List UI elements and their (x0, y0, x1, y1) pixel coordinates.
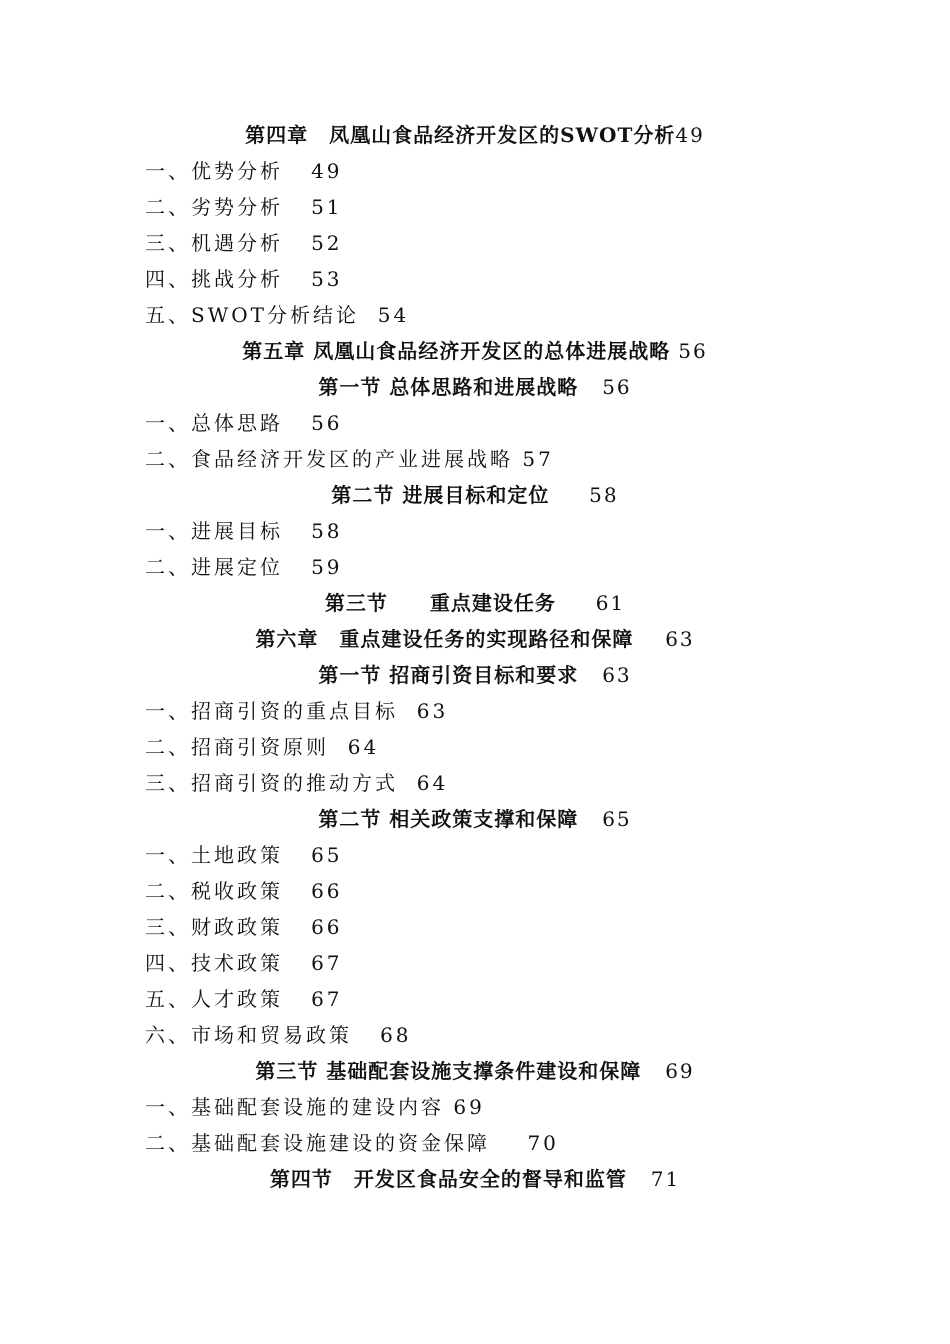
toc-entry-title: 三、招商引资的推动方式 (145, 771, 398, 795)
toc-gap (283, 519, 311, 543)
toc-gap (283, 555, 311, 579)
toc-entry-title: 第三节 重点建设任务 (324, 591, 556, 615)
toc-page-number: 58 (589, 483, 619, 507)
toc-heading (0, 1053, 950, 1089)
toc-entry-title: 二、招商引资原则 (145, 735, 329, 759)
toc-item (0, 189, 950, 225)
toc-item (0, 1017, 950, 1053)
toc-entry-title: 第一节 总体思路和进展战略 (318, 375, 579, 399)
toc-entry-title: 一、招商引资的重点目标 (145, 699, 398, 723)
toc-page-number: 53 (311, 267, 343, 291)
toc-item (0, 153, 950, 189)
toc-entry-title: 第三节 基础配套设施支撑条件建设和保障 (255, 1059, 642, 1083)
toc-gap (490, 1131, 527, 1155)
toc-gap (283, 987, 311, 1011)
toc-item (0, 981, 950, 1017)
toc-gap (641, 1059, 665, 1083)
toc-gap (633, 627, 665, 651)
toc-page-number: 69 (453, 1095, 485, 1119)
toc-gap (283, 843, 311, 867)
toc-entry-title: 第五章 凤凰山食品经济开发区的总体进展战略 (242, 339, 671, 363)
toc-page-number: 49 (311, 159, 343, 183)
toc-item (0, 441, 950, 477)
toc-gap (352, 1023, 380, 1047)
toc-item (0, 1089, 950, 1125)
toc-page-number: 51 (311, 195, 343, 219)
toc-gap (283, 195, 311, 219)
toc-page-number: 49 (675, 123, 705, 147)
toc-gap (398, 699, 417, 723)
toc-heading (0, 117, 950, 153)
toc-page-number: 71 (650, 1167, 681, 1191)
toc-item (0, 693, 950, 729)
toc-entry-title: 第二节 进展目标和定位 (331, 483, 550, 507)
toc-item (0, 549, 950, 585)
toc-entry-title: 二、食品经济开发区的产业进展战略 (145, 447, 513, 471)
toc-item (0, 225, 950, 261)
toc-item (0, 261, 950, 297)
toc-heading (0, 369, 950, 405)
toc-item (0, 513, 950, 549)
toc-page-number: 58 (311, 519, 343, 543)
toc-item (0, 1125, 950, 1161)
toc-page-number: 66 (311, 879, 343, 903)
toc-entry-title: 四、挑战分析 (145, 267, 283, 291)
toc-entry-title: 三、财政政策 (145, 915, 283, 939)
toc-gap (398, 771, 417, 795)
toc-entry-title: 二、税收政策 (145, 879, 283, 903)
toc-gap (283, 951, 311, 975)
toc-heading (0, 621, 950, 657)
toc-gap (549, 483, 589, 507)
toc-entry-title: 一、基础配套设施的建设内容 (145, 1095, 444, 1119)
toc-heading (0, 477, 950, 513)
toc-page-number: 63 (602, 663, 632, 687)
toc-gap (578, 663, 602, 687)
toc-entry-title: 五、人才政策 (145, 987, 283, 1011)
toc-entry-title: 二、基础配套设施建设的资金保障 (145, 1131, 490, 1155)
toc-entry-title: 六、市场和贸易政策 (145, 1023, 352, 1047)
toc-gap (283, 915, 311, 939)
toc-item (0, 945, 950, 981)
toc-gap (329, 735, 348, 759)
toc-page-number: 63 (665, 627, 695, 651)
toc-page-number: 67 (311, 951, 343, 975)
toc-page-number: 70 (527, 1131, 559, 1155)
toc-gap (444, 1095, 453, 1119)
toc-item (0, 765, 950, 801)
toc-page-number: 65 (311, 843, 343, 867)
toc-entry-title: 第四节 开发区食品安全的督导和监管 (269, 1167, 627, 1191)
toc-page-number: 66 (311, 915, 343, 939)
toc-entry-title: 第二节 相关政策支撑和保障 (318, 807, 579, 831)
toc-entry-title: 五、SWOT分析结论 (145, 303, 359, 327)
toc-page-number: 56 (311, 411, 343, 435)
toc-page-number: 69 (665, 1059, 695, 1083)
toc-entry-title: 三、机遇分析 (145, 231, 283, 255)
toc-heading (0, 801, 950, 837)
toc-entry-title: 一、进展目标 (145, 519, 283, 543)
toc-page-number: 56 (678, 339, 708, 363)
toc-page-number: 64 (347, 735, 380, 759)
toc-gap (283, 267, 311, 291)
toc-item (0, 297, 950, 333)
toc-item (0, 837, 950, 873)
toc-entry-title: 第六章 重点建设任务的实现路径和保障 (255, 627, 634, 651)
toc-item (0, 873, 950, 909)
toc-heading (0, 1161, 950, 1197)
toc-entry-title: 一、优势分析 (145, 159, 283, 183)
toc-gap (578, 375, 602, 399)
toc-heading (0, 585, 950, 621)
toc-page-number: 64 (416, 771, 449, 795)
toc-gap (513, 447, 522, 471)
toc-entry-title: 第一节 招商引资目标和要求 (318, 663, 579, 687)
toc-page-number: 68 (380, 1023, 412, 1047)
toc-page-number: 59 (311, 555, 343, 579)
toc-gap (627, 1167, 651, 1191)
toc-page-number: 65 (602, 807, 632, 831)
toc-item (0, 909, 950, 945)
toc-gap (283, 159, 311, 183)
toc-entry-title: 一、土地政策 (145, 843, 283, 867)
toc-entry-title: 二、劣势分析 (145, 195, 283, 219)
table-of-contents (0, 117, 950, 1197)
toc-entry-title: 一、总体思路 (145, 411, 283, 435)
toc-page-number: 56 (602, 375, 632, 399)
toc-page-number: 61 (595, 591, 626, 615)
toc-gap (556, 591, 596, 615)
toc-heading (0, 333, 950, 369)
toc-gap (283, 411, 311, 435)
toc-page-number: 52 (311, 231, 343, 255)
toc-entry-title: 二、进展定位 (145, 555, 283, 579)
toc-gap (283, 879, 311, 903)
toc-gap (578, 807, 602, 831)
toc-heading (0, 657, 950, 693)
toc-gap (283, 231, 311, 255)
toc-item (0, 405, 950, 441)
toc-entry-title: 第四章 凤凰山食品经济开发区的SWOT分析 (245, 123, 676, 147)
toc-gap (359, 303, 378, 327)
toc-item (0, 729, 950, 765)
toc-page-number: 57 (522, 447, 554, 471)
toc-entry-title: 四、技术政策 (145, 951, 283, 975)
toc-page-number: 54 (377, 303, 410, 327)
toc-page-number: 67 (311, 987, 343, 1011)
toc-page-number: 63 (416, 699, 449, 723)
